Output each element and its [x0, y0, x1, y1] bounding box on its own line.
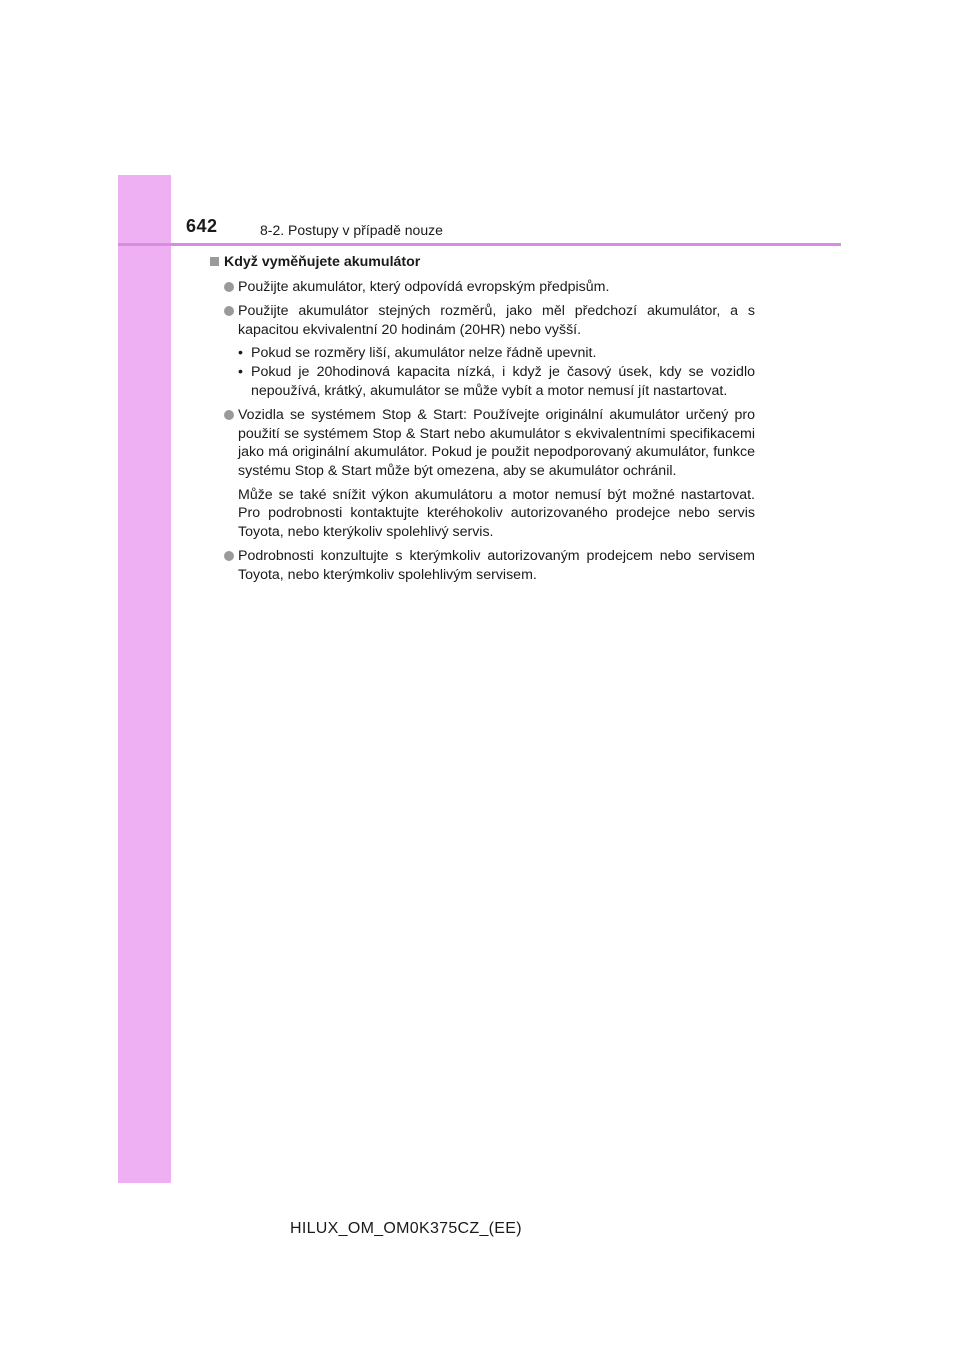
sub-list-item — [238, 344, 755, 363]
page-number: 642 — [186, 216, 218, 236]
dot-bullet-icon: • — [238, 363, 243, 380]
circle-bullet-icon — [224, 306, 234, 316]
item-text: Podrobnosti konzultujte s kterýmkoliv autorizovaným prodejcem nebo servisem Toyota, nebo kterýmkoliv spolehlivým servisem. — [238, 548, 755, 583]
dot-bullet-icon: • — [238, 345, 243, 362]
list-item — [210, 302, 755, 400]
sub-list — [238, 344, 755, 400]
document-code: HILUX_OM_OM0K375CZ_(EE) — [290, 1220, 522, 1237]
sub-list-item — [238, 363, 755, 400]
item-text-continuation: Může se také snížit výkon akumulátoru a motor nemusí být možné nastartovat. Pro podrobnosti kontaktujte kteréhokoliv autorizovaného prodejce nebo servis Toyota, nebo kterýkoliv spolehlivý servis. — [238, 486, 755, 540]
subsection-heading — [210, 253, 755, 272]
subsection-heading-text: Když vyměňujete akumulátor — [224, 254, 421, 270]
item-text: Použijte akumulátor stejných rozměrů, jako měl předchozí akumulátor, a s kapacitou ekvivalentní 20 hodinám (20HR) nebo vyšší. — [238, 303, 755, 338]
section-title: 8-2. Postupy v případě nouze — [260, 222, 443, 238]
list-item — [210, 406, 755, 541]
circle-bullet-icon — [224, 551, 234, 561]
circle-bullet-icon — [224, 410, 234, 420]
main-content — [210, 253, 755, 591]
sub-item-text: Pokud se rozměry liší, akumulátor nelze řádně upevnit. — [251, 345, 597, 362]
list-item — [210, 278, 755, 297]
chapter-side-band — [118, 175, 171, 1183]
item-text: Vozidla se systémem Stop & Start: Používejte originální akumulátor určený pro použití se systémem Stop & Start nebo akumulátor s ekvivalentními specifikacemi jako má originální akumulátor. Pokud je použit nepodporovaný akumulátor, funkce systému Stop & Start může být omezena, aby se akumulátor ochránil. — [238, 407, 755, 479]
circle-bullet-icon — [224, 282, 234, 292]
sub-item-text: Pokud je 20hodinová kapacita nízká, i když je časový úsek, kdy se vozidlo nepoužívá, krátký, akumulátor se může vybít a motor nemusí jít nastartovat. — [251, 363, 755, 399]
item-text: Použijte akumulátor, který odpovídá evropským předpisům. — [238, 278, 610, 295]
list-item — [210, 547, 755, 584]
header-divider — [118, 243, 841, 246]
square-bullet-icon — [210, 257, 219, 266]
